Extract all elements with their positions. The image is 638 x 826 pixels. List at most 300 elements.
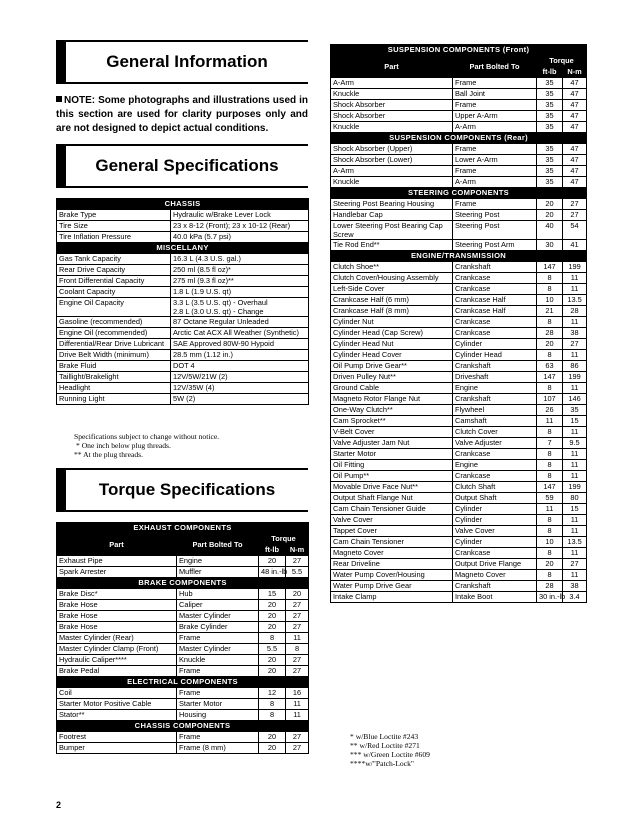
torque-part: Water Pump Cover/Housing [331,570,453,581]
torque-part: Steering Post Bearing Housing [331,199,453,210]
spec-row [57,221,309,232]
torque-part-bolted-to: Caliper [177,600,259,611]
spec-row [57,350,309,361]
spec-row [57,287,309,298]
torque-n-m: 27 [286,611,309,622]
spec-value: 87 Octane Regular Unleaded [171,317,309,328]
torque-part-bolted-to: Upper A-Arm [453,111,537,122]
torque-ft-lb: 15 [259,589,286,600]
spec-value: 12V/35W (4) [171,383,309,394]
torque-row [331,361,587,372]
torque-row [331,89,587,100]
header-n-m: N-m [563,67,587,78]
torque-n-m: 11 [286,710,309,721]
torque-footnotes [350,732,430,768]
torque-part-bolted-to: Crankcase [453,471,537,482]
torque-part: Hydraulic Caliper**** [57,655,177,666]
torque-row [57,589,309,600]
torque-footnote: * w/Blue Loctite #243 [350,732,419,741]
torque-row [331,504,587,515]
torque-ft-lb: 20 [537,339,563,350]
torque-part: Rear Driveline [331,559,453,570]
torque-ft-lb: 20 [259,622,286,633]
torque-n-m: 11 [563,317,587,328]
torque-n-m: 9.5 [563,438,587,449]
spec-footnotes [74,432,219,459]
torque-ft-lb: 20 [259,556,286,567]
torque-part: Brake Hose [57,600,177,611]
torque-row [331,221,587,240]
torque-part: Knuckle [331,177,453,188]
section-title: CHASSIS COMPONENTS [57,721,309,732]
torque-n-m: 27 [286,732,309,743]
torque-part-bolted-to: Crankcase [453,284,537,295]
section-title: BRAKE COMPONENTS [57,578,309,589]
torque-part: Spark Arrester [57,567,177,578]
torque-part: Stator** [57,710,177,721]
header-n-m: N-m [286,545,309,556]
torque-part-bolted-to: Frame [453,144,537,155]
torque-part-bolted-to: Valve Adjuster [453,438,537,449]
torque-n-m: 11 [563,350,587,361]
torque-specifications-title: Torque Specifications [98,480,276,499]
spec-value: 1.8 L (1.9 U.S. qt) [171,287,309,298]
torque-ft-lb: 28 [537,328,563,339]
spec-value: 40.0 kPa (5.7 psi) [171,232,309,243]
torque-row [331,471,587,482]
section-title: STEERING COMPONENTS [331,188,587,199]
torque-row [331,306,587,317]
spec-label: Coolant Capacity [57,287,171,298]
torque-part-bolted-to: Cylinder [453,504,537,515]
banner-bar [56,470,66,510]
torque-ft-lb: 20 [537,199,563,210]
torque-part-bolted-to: Ball Joint [453,89,537,100]
torque-part-bolted-to: Engine [453,383,537,394]
torque-n-m: 38 [563,581,587,592]
spec-row [57,361,309,372]
spec-row [57,298,309,317]
torque-part-bolted-to: Crankcase [453,328,537,339]
torque-part-bolted-to: Frame (8 mm) [177,743,259,754]
torque-ft-lb: 12 [259,688,286,699]
torque-n-m: 80 [563,493,587,504]
spec-label: Tire Inflation Pressure [57,232,171,243]
torque-n-m: 11 [563,570,587,581]
torque-ft-lb: 48 in.-lb [259,567,286,578]
torque-part-bolted-to: Housing [177,710,259,721]
torque-ft-lb: 20 [259,666,286,677]
torque-n-m: 11 [563,526,587,537]
torque-part: Clutch Shoe** [331,262,453,273]
torque-part-bolted-to: Steering Post [453,210,537,221]
torque-n-m: 3.4 [563,592,587,603]
spec-value: SAE Approved 80W-90 Hypoid [171,339,309,350]
torque-n-m: 11 [563,548,587,559]
torque-part: Cylinder Head (Cap Screw) [331,328,453,339]
torque-ft-lb: 8 [537,284,563,295]
torque-ft-lb: 35 [537,166,563,177]
torque-row [331,166,587,177]
spec-value: 5W (2) [171,394,309,405]
spec-row [57,383,309,394]
torque-row [331,460,587,471]
torque-n-m: 16 [286,688,309,699]
torque-ft-lb: 26 [537,405,563,416]
torque-specifications-banner [56,468,308,512]
torque-part-bolted-to: Crankshaft [453,262,537,273]
torque-row [331,427,587,438]
spec-footnote: ** At the plug threads. [74,450,143,459]
torque-part-bolted-to: Crankshaft [453,581,537,592]
torque-row [331,122,587,133]
torque-row [331,339,587,350]
torque-part: Shock Absorber [331,100,453,111]
header-part: Part [57,534,177,556]
torque-part-bolted-to: Frame [453,78,537,89]
torque-part-bolted-to: Output Drive Flange [453,559,537,570]
torque-n-m: 11 [563,515,587,526]
torque-ft-lb: 8 [537,526,563,537]
torque-row [331,449,587,460]
general-specifications-table [56,198,309,405]
torque-row [331,210,587,221]
torque-n-m: 11 [563,273,587,284]
torque-row [331,78,587,89]
column-header-row [331,56,587,67]
torque-n-m: 11 [286,633,309,644]
torque-part: Knuckle [331,89,453,100]
torque-part-bolted-to: Frame [453,199,537,210]
torque-part: V-Belt Cover [331,427,453,438]
section-header-row [57,677,309,688]
general-specifications-title: General Specifications [95,156,279,175]
torque-n-m: 199 [563,372,587,383]
banner-bar [56,146,66,186]
torque-n-m: 11 [563,460,587,471]
torque-n-m: 38 [563,328,587,339]
torque-row [331,240,587,251]
section-header-row [331,133,587,144]
torque-part: Crankcase Half (6 mm) [331,295,453,306]
torque-part: Water Pump Drive Gear [331,581,453,592]
torque-part: Handlebar Cap [331,210,453,221]
torque-ft-lb: 40 [537,221,563,240]
torque-part-bolted-to: Driveshaft [453,372,537,383]
torque-table-right [330,44,587,603]
torque-part: Movable Drive Face Nut** [331,482,453,493]
torque-row [331,416,587,427]
torque-part-bolted-to: Hub [177,589,259,600]
torque-ft-lb: 8 [537,515,563,526]
torque-row [331,350,587,361]
note-text: NOTE: Some photographs and illustrations used in this section are used for clarity purposes only and are not designed to depict actual conditions. [56,95,308,134]
torque-ft-lb: 147 [537,262,563,273]
torque-ft-lb: 21 [537,306,563,317]
torque-ft-lb: 35 [537,177,563,188]
section-header-row [331,45,587,56]
torque-part: Intake Clamp [331,592,453,603]
torque-row [331,199,587,210]
note-paragraph [56,94,308,136]
spec-row [57,276,309,287]
spec-label: Drive Belt Width (minimum) [57,350,171,361]
spec-row [57,254,309,265]
section-title: EXHAUST COMPONENTS [57,523,309,534]
torque-n-m: 47 [563,177,587,188]
torque-part: Tappet Cover [331,526,453,537]
torque-row [331,284,587,295]
header-part: Part [331,56,453,78]
torque-row [331,581,587,592]
torque-part: Ground Cable [331,383,453,394]
torque-n-m: 47 [563,89,587,100]
section-title: MISCELLANY [57,243,309,254]
torque-part-bolted-to: Cylinder [453,537,537,548]
torque-row [331,559,587,570]
torque-ft-lb: 8 [537,548,563,559]
section-title: CHASSIS [57,199,309,210]
torque-row [331,394,587,405]
torque-row [57,710,309,721]
spec-footnote: * One inch below plug threads. [76,441,171,450]
torque-part: Output Shaft Flange Nut [331,493,453,504]
torque-n-m: 199 [563,482,587,493]
torque-table-left [56,522,309,754]
torque-n-m: 13.5 [563,537,587,548]
torque-row [331,328,587,339]
torque-ft-lb: 8 [537,460,563,471]
torque-ft-lb: 7 [537,438,563,449]
torque-row [331,144,587,155]
general-information-title: General Information [106,52,268,71]
torque-part: Brake Hose [57,611,177,622]
spec-value: 275 ml (9.3 fl oz)** [171,276,309,287]
torque-ft-lb: 63 [537,361,563,372]
torque-part-bolted-to: Crankcase Half [453,306,537,317]
torque-part: Left-Side Cover [331,284,453,295]
torque-part: Brake Disc* [57,589,177,600]
torque-ft-lb: 30 in.-lb [537,592,563,603]
spec-label: Differential/Rear Drive Lubricant [57,339,171,350]
torque-part: Footrest [57,732,177,743]
torque-n-m: 47 [563,155,587,166]
torque-part-bolted-to: Frame [453,100,537,111]
torque-part-bolted-to: Flywheel [453,405,537,416]
torque-part-bolted-to: Steering Post [453,221,537,240]
torque-part-bolted-to: Crankcase [453,548,537,559]
torque-n-m: 27 [563,210,587,221]
torque-part: Coil [57,688,177,699]
torque-n-m: 27 [563,339,587,350]
torque-ft-lb: 30 [537,240,563,251]
torque-row [57,567,309,578]
torque-n-m: 27 [286,655,309,666]
torque-part: Brake Pedal [57,666,177,677]
torque-part: Master Cylinder (Rear) [57,633,177,644]
torque-n-m: 47 [563,144,587,155]
torque-part: Magneto Rotor Flange Nut [331,394,453,405]
section-header-row [57,721,309,732]
spec-value: DOT 4 [171,361,309,372]
section-header-row [331,251,587,262]
torque-n-m: 47 [563,78,587,89]
torque-row [57,666,309,677]
torque-part-bolted-to: Crankshaft [453,361,537,372]
torque-n-m: 54 [563,221,587,240]
torque-part: Shock Absorber (Upper) [331,144,453,155]
spec-row [57,328,309,339]
spec-label: Headlight [57,383,171,394]
torque-n-m: 27 [286,743,309,754]
section-header-row [57,199,309,210]
torque-n-m: 5.5 [286,567,309,578]
spec-row [57,210,309,221]
torque-part-bolted-to: Steering Post Arm [453,240,537,251]
torque-part-bolted-to: Engine [177,556,259,567]
torque-row [331,548,587,559]
spec-value: Arctic Cat ACX All Weather (Synthetic) [171,328,309,339]
header-torque: Torque [537,56,587,67]
torque-part-bolted-to: Frame [177,732,259,743]
spec-value: 28.5 mm (1.12 in.) [171,350,309,361]
torque-row [331,438,587,449]
spec-label: Engine Oil (recommended) [57,328,171,339]
torque-n-m: 199 [563,262,587,273]
torque-part: Tie Rod End** [331,240,453,251]
torque-ft-lb: 28 [537,581,563,592]
torque-part-bolted-to: Crankshaft [453,394,537,405]
torque-row [331,515,587,526]
torque-part: Shock Absorber (Lower) [331,155,453,166]
torque-ft-lb: 5.5 [259,644,286,655]
torque-ft-lb: 8 [537,383,563,394]
spec-label: Gas Tank Capacity [57,254,171,265]
torque-ft-lb: 8 [259,633,286,644]
torque-part: Crankcase Half (8 mm) [331,306,453,317]
torque-row [331,111,587,122]
bullet-square-icon [56,96,62,102]
torque-ft-lb: 8 [259,710,286,721]
torque-part-bolted-to: Cylinder Head [453,350,537,361]
torque-ft-lb: 20 [259,655,286,666]
torque-part-bolted-to: Crankcase [453,449,537,460]
spec-label: Rear Drive Capacity [57,265,171,276]
torque-part-bolted-to: Valve Cover [453,526,537,537]
spec-label: Front Differential Capacity [57,276,171,287]
torque-part: Cylinder Head Nut [331,339,453,350]
spec-row [57,394,309,405]
torque-n-m: 11 [563,284,587,295]
torque-part: Oil Pump** [331,471,453,482]
torque-ft-lb: 8 [537,350,563,361]
torque-n-m: 15 [563,416,587,427]
torque-ft-lb: 8 [259,699,286,710]
spec-row [57,339,309,350]
spec-value: 12V/5W/21W (2) [171,372,309,383]
torque-ft-lb: 20 [259,611,286,622]
torque-ft-lb: 20 [537,210,563,221]
section-title: SUSPENSION COMPONENTS (Rear) [331,133,587,144]
section-header-row [57,523,309,534]
torque-row [57,600,309,611]
torque-row [331,493,587,504]
torque-row [57,688,309,699]
header-torque: Torque [259,534,309,545]
torque-part: Starter Motor [331,449,453,460]
torque-row [331,177,587,188]
torque-row [331,317,587,328]
torque-part: Valve Adjuster Jam Nut [331,438,453,449]
torque-n-m: 27 [563,199,587,210]
torque-part: Cam Sprocket** [331,416,453,427]
torque-n-m: 11 [563,449,587,460]
section-title: ELECTRICAL COMPONENTS [57,677,309,688]
torque-n-m: 11 [563,427,587,438]
torque-part: Oil Fitting [331,460,453,471]
torque-part: A-Arm [331,78,453,89]
torque-part: Exhaust Pipe [57,556,177,567]
banner-bar [56,42,66,82]
torque-row [331,295,587,306]
torque-n-m: 47 [563,111,587,122]
torque-n-m: 11 [286,699,309,710]
torque-ft-lb: 8 [537,317,563,328]
torque-ft-lb: 35 [537,122,563,133]
torque-part: Bumper [57,743,177,754]
torque-part: Valve Cover [331,515,453,526]
spec-row [57,317,309,328]
torque-row [57,622,309,633]
torque-n-m: 27 [286,622,309,633]
torque-n-m: 35 [563,405,587,416]
general-specifications-banner [56,144,308,188]
torque-row [331,405,587,416]
spec-value: 16.3 L (4.3 U.S. gal.) [171,254,309,265]
torque-ft-lb: 35 [537,155,563,166]
torque-row [57,655,309,666]
spec-value: 250 ml (8.5 fl oz)* [171,265,309,276]
section-header-row [57,578,309,589]
section-header-row [57,243,309,254]
torque-ft-lb: 35 [537,144,563,155]
torque-part-bolted-to: Engine [453,460,537,471]
torque-n-m: 15 [563,504,587,515]
torque-part-bolted-to: Master Cylinder [177,611,259,622]
torque-n-m: 146 [563,394,587,405]
torque-row [57,633,309,644]
torque-row [57,732,309,743]
torque-part-bolted-to: Output Shaft [453,493,537,504]
torque-part-bolted-to: Frame [177,666,259,677]
torque-n-m: 11 [563,383,587,394]
torque-ft-lb: 11 [537,416,563,427]
torque-ft-lb: 35 [537,111,563,122]
torque-part-bolted-to: Lower A-Arm [453,155,537,166]
torque-row [331,482,587,493]
section-title: ENGINE/TRANSMISSION [331,251,587,262]
spec-value: Hydraulic w/Brake Lever Lock [171,210,309,221]
torque-part-bolted-to: Muffler [177,567,259,578]
header-ft-lb: ft-lb [537,67,563,78]
torque-n-m: 8 [286,644,309,655]
spec-label: Taillight/Brakelight [57,372,171,383]
torque-row [57,699,309,710]
torque-row [57,556,309,567]
torque-part-bolted-to: Frame [177,688,259,699]
torque-ft-lb: 8 [537,449,563,460]
torque-part-bolted-to: Intake Boot [453,592,537,603]
